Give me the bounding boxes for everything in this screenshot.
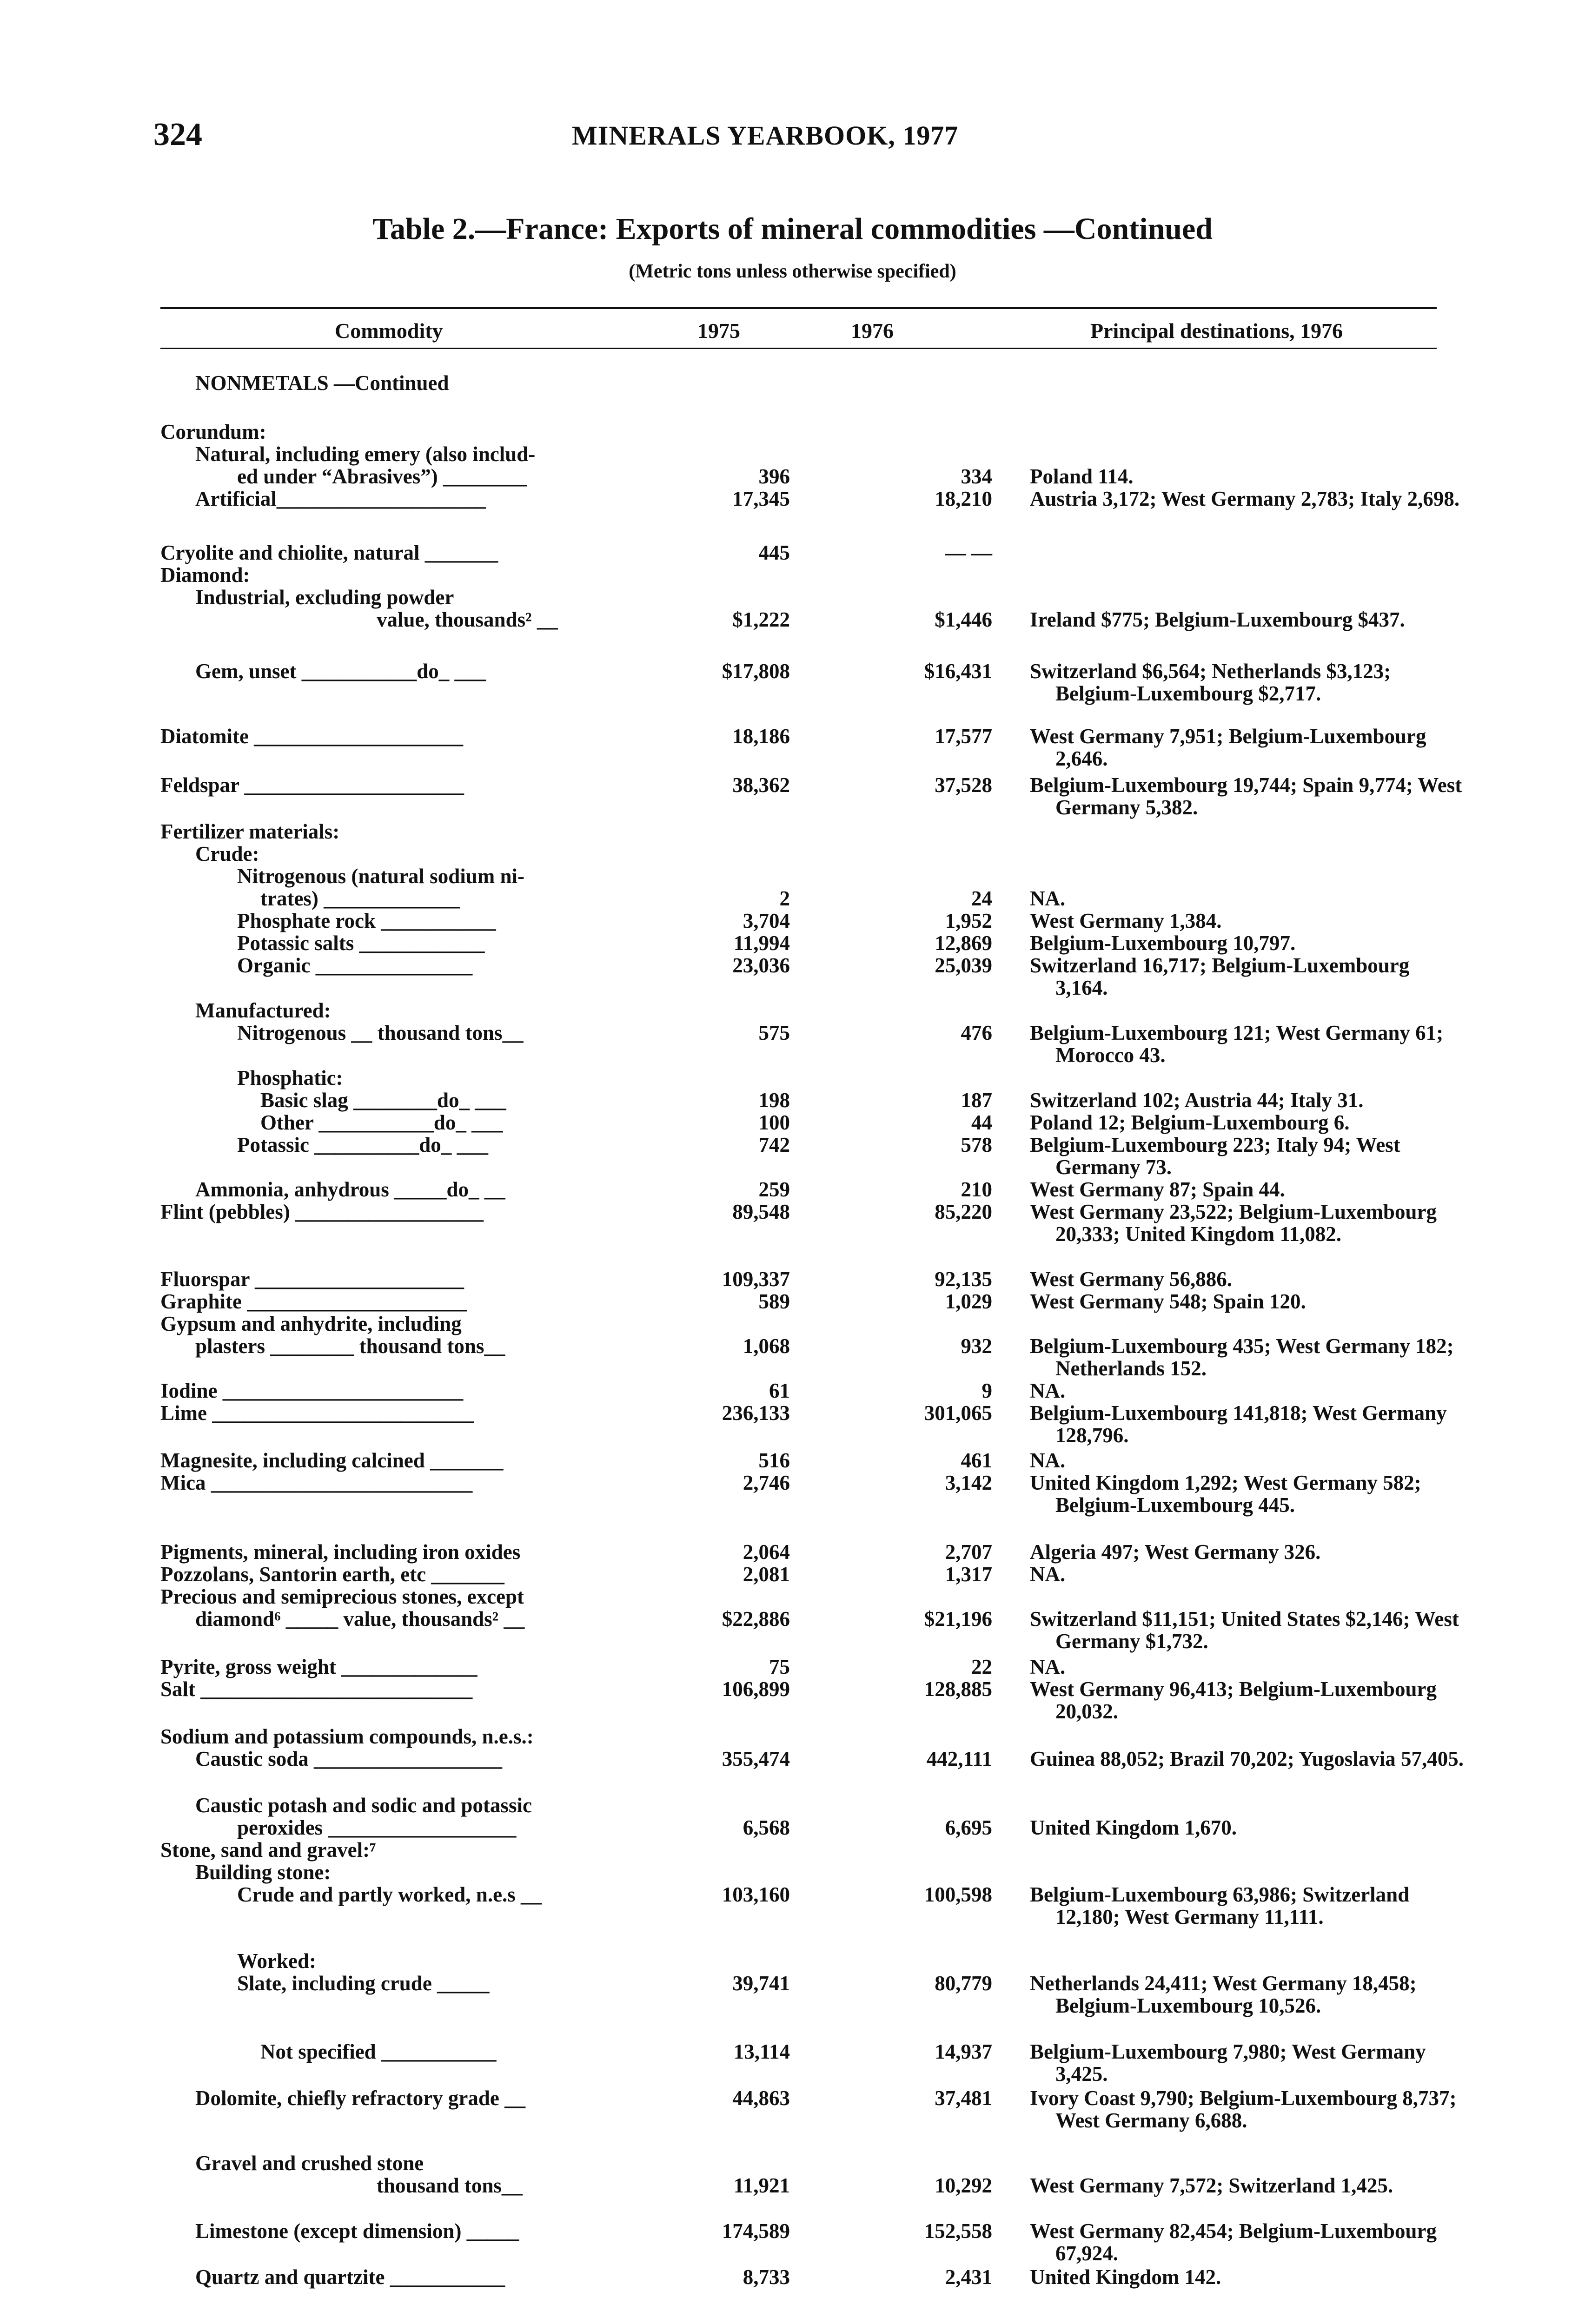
commodity-label: Industrial, excluding powder — [195, 586, 454, 609]
principal-destinations: West Germany 548; Spain 120. — [1030, 1290, 1306, 1313]
commodity-label: Corundum: — [160, 420, 266, 443]
principal-destinations: Belgium-Luxembourg 10,797. — [1030, 931, 1296, 955]
commodity-label: Ammonia, anhydrous _____do_ __ — [195, 1178, 505, 1201]
value-1975: $17,808 — [722, 660, 790, 683]
commodity-label: Basic slag ________do_ ___ — [260, 1089, 506, 1112]
value-1975: 75 — [769, 1655, 790, 1678]
commodity-label: diamond⁶ _____ value, thousands² __ — [195, 1607, 525, 1631]
value-1976: 37,528 — [935, 773, 992, 797]
principal-destinations: Ivory Coast 9,790; Belgium-Luxembourg 8,737; West Germany 6,688. — [1030, 2086, 1457, 2132]
principal-destinations: NA. — [1030, 1379, 1066, 1402]
commodity-label: Potassic __________do_ ___ — [237, 1133, 488, 1156]
page-header — [153, 116, 1437, 172]
value-1975: 100 — [758, 1111, 790, 1134]
value-1975: 11,994 — [733, 931, 790, 955]
principal-destinations: Belgium-Luxembourg 121; West Germany 61; Morocco 43. — [1030, 1021, 1444, 1067]
value-1976: 10,292 — [935, 2174, 992, 2197]
commodity-label: Fertilizer materials: — [160, 820, 340, 843]
commodity-label: plasters ________ thousand tons__ — [195, 1334, 505, 1358]
commodity-label: Mica _________________________ — [160, 1471, 473, 1494]
value-1975: 355,474 — [722, 1747, 790, 1770]
value-1975: 39,741 — [732, 1972, 790, 1995]
value-1975: 516 — [758, 1449, 790, 1472]
column-header-commodity: Commodity — [335, 319, 443, 343]
principal-destinations: Switzerland 102; Austria 44; Italy 31. — [1030, 1089, 1364, 1112]
commodity-label: thousand tons__ — [377, 2174, 523, 2197]
value-1975: 575 — [758, 1021, 790, 1044]
commodity-label: Organic _______________ — [237, 954, 473, 977]
table-title: Table 2.—France: Exports of mineral commodities —Continued — [372, 212, 1213, 246]
commodity-label: Pigments, mineral, including iron oxides — [160, 1540, 521, 1564]
value-1975: $1,222 — [732, 608, 790, 631]
principal-destinations: United Kingdom 142. — [1030, 2265, 1221, 2289]
commodity-label: Fluorspar ____________________ — [160, 1268, 464, 1291]
commodity-label: Stone, sand and gravel:⁷ — [160, 1838, 376, 1862]
value-1975: $22,886 — [722, 1607, 790, 1631]
value-1975: 38,362 — [732, 773, 790, 797]
principal-destinations: Belgium-Luxembourg 223; Italy 94; West Germany 73. — [1030, 1133, 1400, 1179]
commodity-label: Iodine _______________________ — [160, 1379, 464, 1402]
principal-destinations: Austria 3,172; West Germany 2,783; Italy 2,698. — [1030, 487, 1460, 510]
value-1976: 12,869 — [935, 931, 992, 955]
value-1976: 152,558 — [924, 2219, 992, 2243]
value-1976: 932 — [961, 1334, 992, 1358]
value-1976: 578 — [961, 1133, 992, 1156]
commodity-label: Salt __________________________ — [160, 1677, 473, 1701]
value-1976: 334 — [961, 465, 992, 488]
value-1975: 2,081 — [743, 1563, 790, 1586]
commodity-label: Manufactured: — [195, 999, 331, 1022]
value-1976: 442,111 — [926, 1747, 992, 1770]
value-1976: 85,220 — [935, 1200, 992, 1223]
value-1976: 24 — [971, 887, 992, 910]
commodity-label: Natural, including emery (also includ- — [195, 442, 536, 466]
principal-destinations: Belgium-Luxembourg 141,818; West Germany 128,796. — [1030, 1401, 1447, 1447]
column-header-destinations: Principal destinations, 1976 — [1090, 319, 1343, 343]
principal-destinations: Algeria 497; West Germany 326. — [1030, 1540, 1321, 1564]
value-1976: 2,431 — [945, 2265, 992, 2289]
value-1976: 22 — [971, 1655, 992, 1678]
value-1976: 9 — [982, 1379, 992, 1402]
commodity-label: Other ___________do_ ___ — [260, 1111, 503, 1134]
commodity-label: Gem, unset ___________do_ ___ — [195, 660, 486, 683]
principal-destinations: Belgium-Luxembourg 19,744; Spain 9,774; West Germany 5,382. — [1030, 773, 1462, 819]
value-1975: 742 — [758, 1133, 790, 1156]
commodity-label: Diatomite ____________________ — [160, 725, 464, 748]
value-1975: 17,345 — [732, 487, 790, 510]
principal-destinations: NA. — [1030, 1655, 1066, 1678]
principal-destinations: West Germany 87; Spain 44. — [1030, 1178, 1285, 1201]
principal-destinations: Ireland $775; Belgium-Luxembourg $437. — [1030, 608, 1405, 631]
value-1976: $16,431 — [924, 660, 992, 683]
commodity-label: peroxides __________________ — [237, 1816, 517, 1839]
commodity-label: Diamond: — [160, 563, 250, 587]
value-1976: 6,695 — [945, 1816, 992, 1839]
value-1975: 13,114 — [733, 2040, 790, 2063]
value-1976: 80,779 — [935, 1972, 992, 1995]
page-number: 324 — [153, 117, 202, 152]
principal-destinations: West Germany 96,413; Belgium-Luxembourg 20,032. — [1030, 1677, 1437, 1723]
commodity-label: Crude: — [195, 842, 259, 865]
commodity-label: Graphite _____________________ — [160, 1290, 467, 1313]
principal-destinations: Switzerland $6,564; Netherlands $3,123; Belgium-Luxembourg $2,717. — [1030, 660, 1391, 705]
value-1976: 1,317 — [945, 1563, 992, 1586]
value-1976: $21,196 — [924, 1607, 992, 1631]
commodity-label: Cryolite and chiolite, natural _______ — [160, 541, 498, 564]
principal-destinations: Netherlands 24,411; West Germany 18,458; Belgium-Luxembourg 10,526. — [1030, 1972, 1417, 2017]
value-1976: 128,885 — [924, 1677, 992, 1701]
value-1975: 8,733 — [743, 2265, 790, 2289]
value-1975: 2,064 — [743, 1540, 790, 1564]
value-1976: 1,029 — [945, 1290, 992, 1313]
table-subtitle: (Metric tons unless otherwise specified) — [629, 261, 956, 282]
commodity-label: Artificial____________________ — [195, 487, 486, 510]
table-top-rule — [160, 307, 1437, 309]
value-1975: 396 — [758, 465, 790, 488]
commodity-label: Caustic soda __________________ — [195, 1747, 503, 1770]
value-1975: 3,704 — [743, 909, 790, 932]
column-header-1976: 1976 — [851, 319, 894, 343]
value-1975: 11,921 — [733, 2174, 790, 2197]
principal-destinations: Poland 12; Belgium-Luxembourg 6. — [1030, 1111, 1350, 1134]
principal-destinations: United Kingdom 1,670. — [1030, 1816, 1237, 1839]
commodity-label: Slate, including crude _____ — [237, 1972, 490, 1995]
principal-destinations: West Germany 7,572; Switzerland 1,425. — [1030, 2174, 1393, 2197]
principal-destinations: NA. — [1030, 1449, 1066, 1472]
value-1976: 37,481 — [935, 2086, 992, 2110]
value-1976: 92,135 — [935, 1268, 992, 1291]
principal-destinations: West Germany 1,384. — [1030, 909, 1222, 932]
value-1975: 44,863 — [732, 2086, 790, 2110]
value-1975: 6,568 — [743, 1816, 790, 1839]
principal-destinations: Switzerland $11,151; United States $2,146; West Germany $1,732. — [1030, 1607, 1459, 1653]
commodity-label: Pyrite, gross weight _____________ — [160, 1655, 477, 1678]
commodity-label: Nitrogenous (natural sodium ni- — [237, 865, 525, 888]
commodity-label: Pozzolans, Santorin earth, etc _______ — [160, 1563, 504, 1586]
commodity-label: Caustic potash and sodic and potassic — [195, 1794, 532, 1817]
commodity-label: Precious and semiprecious stones, except — [160, 1585, 524, 1608]
commodity-label: Sodium and potassium compounds, n.e.s.: — [160, 1725, 534, 1748]
value-1976: 44 — [971, 1111, 992, 1134]
commodity-label: ed under “Abrasives”) ________ — [237, 465, 527, 488]
value-1976: 18,210 — [935, 487, 992, 510]
commodity-label: Lime _________________________ — [160, 1401, 474, 1425]
value-1975: 2 — [779, 887, 790, 910]
value-1976: 187 — [961, 1089, 992, 1112]
principal-destinations: West Germany 82,454; Belgium-Luxembourg 67,924. — [1030, 2219, 1437, 2265]
commodity-label: Crude and partly worked, n.e.s __ — [237, 1883, 542, 1906]
commodity-label: NONMETALS —Continued — [195, 371, 449, 395]
principal-destinations: Belgium-Luxembourg 7,980; West Germany 3,425. — [1030, 2040, 1426, 2086]
commodity-label: value, thousands² __ — [377, 608, 558, 631]
principal-destinations: NA. — [1030, 887, 1066, 910]
commodity-label: Potassic salts ____________ — [237, 931, 485, 955]
commodity-label: Quartz and quartzite ___________ — [195, 2265, 505, 2289]
commodity-label: Phosphatic: — [237, 1066, 343, 1089]
principal-destinations: Switzerland 16,717; Belgium-Luxembourg 3,164. — [1030, 954, 1410, 999]
value-1975: 198 — [758, 1089, 790, 1112]
value-1976: 3,142 — [945, 1471, 992, 1494]
value-1976: 461 — [961, 1449, 992, 1472]
principal-destinations: United Kingdom 1,292; West Germany 582; Belgium-Luxembourg 445. — [1030, 1471, 1421, 1517]
value-1975: 259 — [758, 1178, 790, 1201]
principal-destinations: Belgium-Luxembourg 435; West Germany 182; Netherlands 152. — [1030, 1334, 1454, 1380]
principal-destinations: Poland 114. — [1030, 465, 1134, 488]
value-1975: 236,133 — [722, 1401, 790, 1425]
value-1975: 589 — [758, 1290, 790, 1313]
commodity-label: Phosphate rock ___________ — [237, 909, 496, 932]
value-1976: 1,952 — [945, 909, 992, 932]
value-1976: 301,065 — [924, 1401, 992, 1425]
value-1975: 103,160 — [722, 1883, 790, 1906]
principal-destinations: West Germany 23,522; Belgium-Luxembourg 20,333; United Kingdom 11,082. — [1030, 1200, 1437, 1246]
commodity-label: Limestone (except dimension) _____ — [195, 2219, 519, 2243]
value-1975: 61 — [769, 1379, 790, 1402]
value-1976: 14,937 — [935, 2040, 992, 2063]
value-1976: 2,707 — [945, 1540, 992, 1564]
table-header-rule — [160, 348, 1437, 349]
value-1976: 100,598 — [924, 1883, 992, 1906]
principal-destinations: Guinea 88,052; Brazil 70,202; Yugoslavia 57,405. — [1030, 1747, 1464, 1770]
commodity-label: Not specified ___________ — [260, 2040, 497, 2063]
value-1975: 174,589 — [722, 2219, 790, 2243]
running-title: MINERALS YEARBOOK, 1977 — [572, 120, 959, 151]
commodity-label: Gypsum and anhydrite, including — [160, 1312, 462, 1335]
value-1976: 17,577 — [935, 725, 992, 748]
commodity-label: Flint (pebbles) __________________ — [160, 1200, 484, 1223]
commodity-label: Worked: — [237, 1949, 317, 1973]
value-1975: 109,337 — [722, 1268, 790, 1291]
commodity-label: trates) _____________ — [260, 887, 460, 910]
commodity-label: Dolomite, chiefly refractory grade __ — [195, 2086, 526, 2110]
value-1975: 445 — [758, 541, 790, 564]
commodity-label: Nitrogenous __ thousand tons__ — [237, 1021, 524, 1044]
value-1975: 23,036 — [732, 954, 790, 977]
commodity-label: Gravel and crushed stone — [195, 2152, 424, 2175]
value-1975: 18,186 — [732, 725, 790, 748]
value-1975: 106,899 — [722, 1677, 790, 1701]
principal-destinations: NA. — [1030, 1563, 1066, 1586]
principal-destinations: West Germany 7,951; Belgium-Luxembourg 2,646. — [1030, 725, 1426, 770]
value-1976: 210 — [961, 1178, 992, 1201]
value-1976: — — — [945, 541, 992, 564]
commodity-label: Magnesite, including calcined _______ — [160, 1449, 504, 1472]
commodity-label: Feldspar _____________________ — [160, 773, 464, 797]
value-1976: 25,039 — [935, 954, 992, 977]
principal-destinations: West Germany 56,886. — [1030, 1268, 1232, 1291]
value-1975: 2,746 — [743, 1471, 790, 1494]
commodity-label: Building stone: — [195, 1861, 331, 1884]
value-1976: $1,446 — [935, 608, 992, 631]
value-1976: 476 — [961, 1021, 992, 1044]
column-header-1975: 1975 — [697, 319, 740, 343]
principal-destinations: Belgium-Luxembourg 63,986; Switzerland 12,180; West Germany 11,111. — [1030, 1883, 1410, 1928]
value-1975: 1,068 — [743, 1334, 790, 1358]
value-1975: 89,548 — [732, 1200, 790, 1223]
